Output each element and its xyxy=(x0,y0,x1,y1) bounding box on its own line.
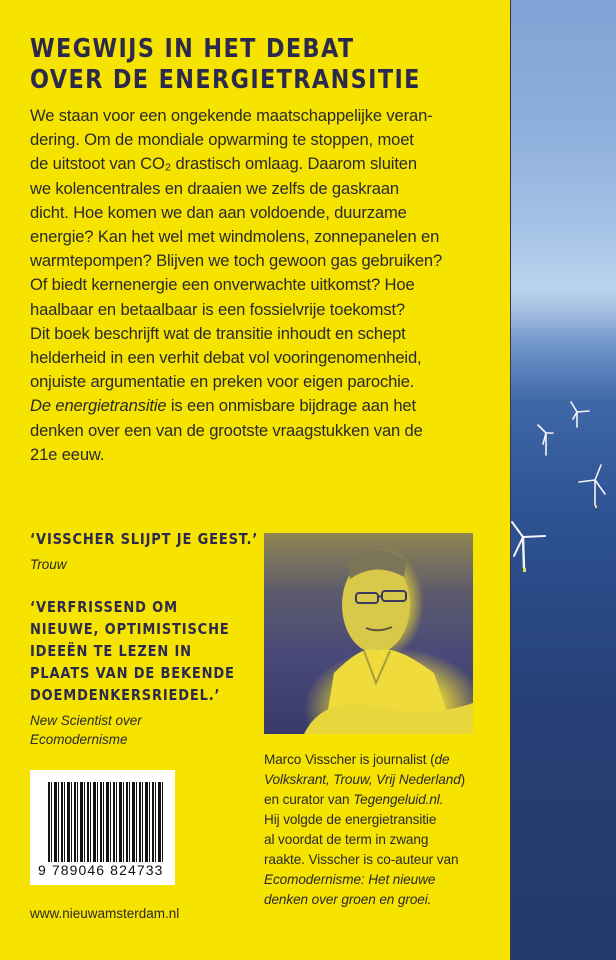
bio-italic: Volkskrant, Trouw, Vrij Nederland xyxy=(264,772,461,787)
quote-source-line: Trouw xyxy=(30,557,67,572)
bio-line xyxy=(264,790,465,810)
heading-line-1: WEGWIJS IN HET DEBAT xyxy=(30,34,355,64)
bio-italic: de xyxy=(434,752,450,767)
bio-italic: Ecomodernisme: Het nieuwe xyxy=(264,872,436,887)
quote-line: DOEMDENKERSRIEDEL.’ xyxy=(30,686,221,704)
barcode-bars-icon xyxy=(48,782,164,862)
blurb-line: Of biedt kernenergie een onverwachte uitkomst? Hoe xyxy=(30,275,415,295)
publisher-website-link[interactable]: www.nieuwamsterdam.nl xyxy=(30,906,180,921)
bio-line xyxy=(264,750,465,770)
quote-source-line: New Scientist over xyxy=(30,713,142,728)
blurb-line: haalbaar en betaalbaar is een fossielvrije toekomst? xyxy=(30,299,406,319)
blurb-line: helderheid in een verhit debat vol vooringenomenheid, xyxy=(30,348,422,368)
author-portrait-photo xyxy=(264,533,473,734)
author-portrait-icon xyxy=(264,533,473,734)
bio-text: en curator van xyxy=(264,792,354,807)
blurb-line xyxy=(30,394,490,418)
author-biography xyxy=(264,750,465,910)
bio-line: al voordat de term in zwang xyxy=(264,832,429,847)
bio-text: Marco Visscher is journalist ( xyxy=(264,752,435,767)
blurb-line: We staan voor een ongekende maatschappelijke veran- xyxy=(30,106,433,125)
blurb-line: we kolencentrales en draaien we zelfs de gaskraan xyxy=(30,178,399,198)
bio-italic: Tegengeluid.nl. xyxy=(353,792,444,807)
quote-line: PLAATS VAN DE BEKENDE xyxy=(30,664,235,682)
blurb-line: de uitstoot van CO₂ drastisch omlaag. Daarom sluiten xyxy=(30,154,417,174)
blurb-line: Dit boek beschrijft wat de transitie inhoudt en schept xyxy=(30,323,406,343)
blurb-line: onjuiste argumentatie en preken voor eigen parochie. xyxy=(30,372,415,392)
review-quote-trouw xyxy=(30,528,258,550)
bio-line: raakte. Visscher is co-auteur van xyxy=(264,852,459,867)
bio-line: Hij volgde de energietransitie xyxy=(264,812,437,827)
heading-line-2: OVER DE ENERGIETRANSITIE xyxy=(30,65,421,95)
quote-source-trouw xyxy=(30,555,67,574)
blurb-line: energie? Kan het wel met windmolens, zonnepanelen en xyxy=(30,227,440,247)
quote-line: ‘VERFRISSEND OM xyxy=(30,598,178,616)
quote-line: NIEUWE, OPTIMISTISCHE xyxy=(30,620,230,638)
wind-turbines-icon xyxy=(511,0,616,960)
blurb-line: 21e eeuw. xyxy=(30,444,105,464)
quote-source-line: Ecomodernisme xyxy=(30,732,128,747)
bio-line xyxy=(264,770,465,790)
book-title-italic: De energietransitie xyxy=(30,396,167,416)
bio-italic: denken over groen en groei. xyxy=(264,892,432,907)
blurb-line: dering. Om de mondiale opwarming te stoppen, moet xyxy=(30,130,414,150)
bio-line xyxy=(264,890,465,910)
quote-source-new-scientist xyxy=(30,711,142,749)
blurb-line: denken over een van de grootste vraagstukken van de xyxy=(30,420,423,440)
blurb-text: is een onmisbare bijdrage aan het xyxy=(166,396,416,416)
book-description xyxy=(30,104,490,467)
bio-line xyxy=(264,870,465,890)
blurb-line: dicht. Hoe komen we dan aan voldoende, duurzame xyxy=(30,202,407,222)
review-quote-new-scientist xyxy=(30,596,235,706)
book-tagline-heading xyxy=(30,34,421,96)
quote-line: IDEEËN TE LEZEN IN xyxy=(30,642,192,660)
isbn-barcode xyxy=(30,770,175,885)
blurb-line: warmtepompen? Blijven we toch gewoon gas gebruiken? xyxy=(30,251,443,271)
bio-text: ) xyxy=(460,772,466,787)
offshore-wind-farm-photo xyxy=(510,0,616,960)
isbn-number: 9 789046 824733 xyxy=(38,862,170,878)
quote-line: ‘VISSCHER SLIJPT JE GEEST.’ xyxy=(30,530,259,548)
